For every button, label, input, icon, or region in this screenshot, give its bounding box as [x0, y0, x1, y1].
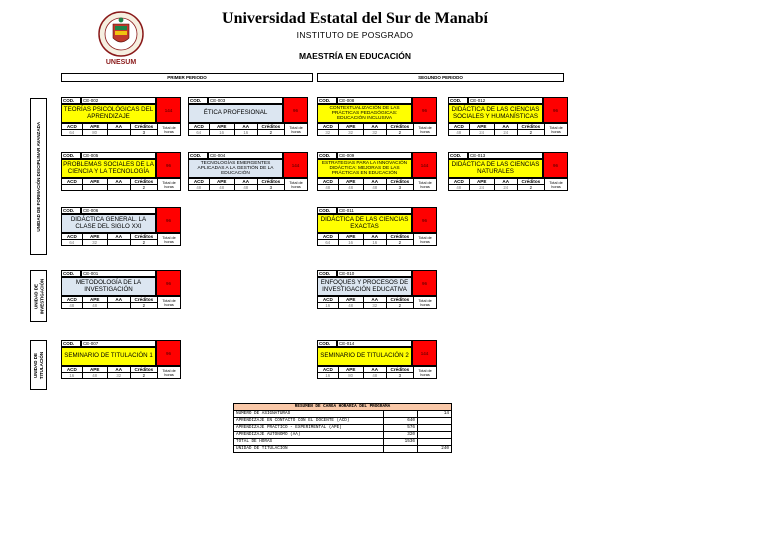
acd-value	[62, 185, 83, 191]
course-name: DIDÁCTICA DE LAS CIENCIAS SOCIALES Y HUMANÍSTICAS	[448, 104, 543, 123]
summary-extra	[418, 425, 452, 432]
summary-value: 1536	[384, 439, 418, 446]
total-hours-label: Total de horas	[158, 124, 181, 136]
course-name: TECNOLOGÍAS EMERGENTES APLICADAS A LA GESTIÓN DE LA EDUCACIÓN	[188, 159, 283, 178]
aa-header: AA	[107, 234, 130, 240]
total-hours-label: Total de horas	[158, 234, 181, 246]
summary-value	[384, 411, 418, 418]
course-code: CE-001	[81, 270, 156, 277]
acd-value: 48	[189, 185, 210, 191]
summary-extra: 14	[418, 411, 452, 418]
course-card	[317, 270, 437, 316]
ape-value: 48	[82, 303, 107, 309]
ape-header: APE	[82, 234, 107, 240]
aa-value	[107, 303, 130, 309]
ape-value: 24	[469, 130, 494, 136]
ape-header: APE	[338, 234, 363, 240]
course-card	[317, 97, 437, 143]
cod-label: COD.	[317, 97, 337, 104]
course-name: DIDÁCTICA DE LAS CIENCIAS NATURALES	[448, 159, 543, 178]
ape-header: APE	[82, 297, 107, 303]
course-total-hours: 96	[412, 207, 437, 233]
aa-value: 24	[494, 185, 517, 191]
ape-value	[82, 185, 107, 191]
ape-value: 32	[338, 130, 363, 136]
course-code: CE-012	[468, 97, 543, 104]
aa-header: AA	[107, 179, 130, 185]
aa-value: 48	[234, 185, 257, 191]
acd-value: 64	[318, 240, 339, 246]
unit-titulation-label: UNIDAD DE TITULACIÓN	[30, 340, 47, 390]
credits-value: 3	[386, 185, 413, 191]
credits-value: 2	[130, 240, 157, 246]
acd-value: 16	[318, 373, 339, 379]
course-name: DIDÁCTICA GENERAL. LA CLASE DEL SIGLO XXI	[61, 214, 156, 233]
total-hours-label: Total de horas	[545, 124, 568, 136]
ape-header: APE	[338, 124, 363, 130]
summary-label: APRENDIZAJE PRÁCTICO - EXPERIMENTAL (APE)	[234, 425, 384, 432]
ape-value: 48	[82, 373, 107, 379]
aa-header: AA	[363, 367, 386, 373]
cod-label: COD.	[61, 152, 81, 159]
course-total-hours: 96	[543, 152, 568, 178]
cod-label: COD.	[61, 207, 81, 214]
aa-value: 16	[234, 130, 257, 136]
course-card	[61, 152, 181, 198]
acd-value: 16	[62, 373, 83, 379]
course-total-hours: 144	[412, 340, 437, 366]
summary-label: UNIDAD DE TITULACIÓN	[234, 446, 384, 453]
course-card	[317, 152, 437, 198]
aa-header: AA	[234, 124, 257, 130]
aa-value	[107, 130, 130, 136]
total-hours-label: Total de horas	[285, 179, 308, 191]
ape-header: APE	[82, 124, 107, 130]
course-name: ESTRATEGIAS PARA LA INNOVACIÓN DIDÁCTICA: MEJORAS DE LAS PRÁCTICAS EN EDUCACIÓN	[317, 159, 412, 178]
cod-label: COD.	[317, 207, 337, 214]
course-name: CONTEXTUALIZACIÓN DE LAS PRÁCTICAS PEDAGÓGICAS: EDUCACIÓN INCLUSIVA	[317, 104, 412, 123]
acd-header: ACD	[62, 124, 83, 130]
course-card	[61, 270, 181, 316]
ape-value: 48	[338, 303, 363, 309]
credits-header: Créditos	[386, 234, 413, 240]
course-card	[61, 207, 181, 253]
summary-label: APRENDIZAJE EN CONTACTO CON EL DOCENTE (ACD)	[234, 418, 384, 425]
credits-header: Créditos	[257, 179, 284, 185]
course-name: ENFOQUES Y PROCESOS DE INVESTIGACIÓN EDUCATIVA	[317, 277, 412, 296]
aa-header: AA	[494, 179, 517, 185]
university-logo	[93, 10, 149, 68]
acd-header: ACD	[449, 179, 470, 185]
summary-row	[234, 418, 452, 425]
credits-header: Créditos	[386, 297, 413, 303]
ape-header: APE	[209, 179, 234, 185]
cod-label: COD.	[317, 340, 337, 347]
credits-value: 2	[517, 130, 544, 136]
acd-header: ACD	[318, 179, 339, 185]
logo-text: UNESUM	[105, 59, 137, 66]
ape-header: APE	[469, 124, 494, 130]
acd-header: ACD	[318, 297, 339, 303]
aa-value: 32	[363, 130, 386, 136]
total-hours-label: Total de horas	[414, 124, 437, 136]
acd-header: ACD	[318, 234, 339, 240]
total-hours-label: Total de horas	[545, 179, 568, 191]
cod-label: COD.	[61, 340, 81, 347]
ape-header: APE	[338, 367, 363, 373]
credits-value: 2	[386, 303, 413, 309]
course-card	[317, 340, 437, 386]
course-code: CE-005	[81, 152, 156, 159]
summary-value: 640	[384, 418, 418, 425]
credits-value: 2	[130, 303, 157, 309]
credits-header: Créditos	[386, 124, 413, 130]
acd-header: ACD	[62, 234, 83, 240]
acd-value: 64	[189, 130, 210, 136]
course-card	[61, 97, 181, 143]
credits-value: 3	[130, 130, 157, 136]
course-name: METODOLOGÍA DE LA INVESTIGACIÓN	[61, 277, 156, 296]
aa-value	[107, 185, 130, 191]
acd-value: 64	[62, 130, 83, 136]
cod-label: COD.	[317, 152, 337, 159]
total-hours-label: Total de horas	[158, 367, 181, 379]
acd-header: ACD	[189, 179, 210, 185]
course-total-hours: 96	[543, 97, 568, 123]
ape-header: APE	[338, 297, 363, 303]
course-name: TEORÍAS PSICOLÓGICAS DEL APRENDIZAJE	[61, 104, 156, 123]
aa-header: AA	[234, 179, 257, 185]
course-total-hours: 96	[283, 97, 308, 123]
course-code: CE-011	[337, 207, 412, 214]
course-code: CE-004	[208, 152, 283, 159]
ape-header: APE	[209, 124, 234, 130]
ape-header: APE	[338, 179, 363, 185]
aa-header: AA	[107, 124, 130, 130]
total-hours-label: Total de horas	[414, 234, 437, 246]
ape-header: APE	[82, 367, 107, 373]
ape-value: 80	[338, 373, 363, 379]
credits-value: 3	[386, 373, 413, 379]
acd-value: 32	[318, 130, 339, 136]
credits-value: 2	[257, 130, 284, 136]
first-period-header: PRIMER PERIODO	[61, 73, 313, 82]
summary-row	[234, 411, 452, 418]
course-card	[188, 97, 308, 143]
aa-value: 24	[494, 130, 517, 136]
aa-header: AA	[363, 234, 386, 240]
summary-label: NÚMERO DE ASIGNATURAS	[234, 411, 384, 418]
course-code: CE-013	[468, 152, 543, 159]
course-total-hours: 144	[412, 152, 437, 178]
aa-header: AA	[494, 124, 517, 130]
summary-label: APRENDIZAJE AUTÓNOMO (AA)	[234, 432, 384, 439]
ape-value: 16	[338, 240, 363, 246]
acd-value: 48	[449, 130, 470, 136]
credits-value: 3	[257, 185, 284, 191]
summary-extra	[418, 439, 452, 446]
acd-value: 48	[62, 303, 83, 309]
aa-value: 32	[107, 373, 130, 379]
credits-header: Créditos	[386, 179, 413, 185]
cod-label: COD.	[448, 97, 468, 104]
acd-value: 16	[318, 303, 339, 309]
cod-label: COD.	[448, 152, 468, 159]
course-total-hours: 144	[283, 152, 308, 178]
course-code: CE-014	[337, 340, 412, 347]
course-card	[448, 152, 568, 198]
second-period-header: SEGUNDO PERIODO	[317, 73, 564, 82]
acd-header: ACD	[62, 297, 83, 303]
acd-header: ACD	[449, 124, 470, 130]
ape-header: APE	[469, 179, 494, 185]
credits-header: Créditos	[257, 124, 284, 130]
aa-header: AA	[107, 297, 130, 303]
course-code: CE-008	[337, 97, 412, 104]
summary-extra: 240	[418, 446, 452, 453]
course-total-hours: 96	[156, 152, 181, 178]
summary-value: 576	[384, 425, 418, 432]
total-hours-label: Total de horas	[414, 367, 437, 379]
course-card	[448, 97, 568, 143]
cod-label: COD.	[61, 270, 81, 277]
acd-header: ACD	[189, 124, 210, 130]
course-code: CE-010	[337, 270, 412, 277]
credits-header: Créditos	[130, 234, 157, 240]
ape-value: 16	[209, 130, 234, 136]
summary-value	[384, 446, 418, 453]
course-total-hours: 144	[156, 97, 181, 123]
acd-header: ACD	[62, 367, 83, 373]
aa-header: AA	[363, 179, 386, 185]
acd-value: 48	[449, 185, 470, 191]
ape-value: 48	[338, 185, 363, 191]
summary-row	[234, 439, 452, 446]
summary-label: TOTAL DE HORAS	[234, 439, 384, 446]
total-hours-label: Total de horas	[414, 297, 437, 309]
credits-header: Créditos	[130, 367, 157, 373]
program-title: MAESTRÍA EN EDUCACIÓN	[298, 51, 412, 61]
course-card	[188, 152, 308, 198]
acd-header: ACD	[318, 124, 339, 130]
total-hours-label: Total de horas	[158, 179, 181, 191]
ape-value: 24	[469, 185, 494, 191]
aa-value	[107, 240, 130, 246]
credits-value: 2	[130, 185, 157, 191]
aa-value: 48	[363, 185, 386, 191]
total-hours-label: Total de horas	[414, 179, 437, 191]
course-card	[61, 340, 181, 386]
credits-value: 2	[130, 373, 157, 379]
course-code: CE-003	[208, 97, 283, 104]
course-name: DIDÁCTICA DE LAS CIENCIAS EXACTAS	[317, 214, 412, 233]
ape-value: 32	[82, 240, 107, 246]
unit-research-label: UNIDAD DE INVESTIGACIÓN	[30, 270, 47, 322]
course-code: CE-002	[81, 97, 156, 104]
credits-value: 2	[386, 240, 413, 246]
ape-header: APE	[82, 179, 107, 185]
acd-value: 64	[62, 240, 83, 246]
course-code: CE-007	[81, 340, 156, 347]
course-total-hours: 96	[156, 270, 181, 296]
credits-value: 2	[386, 130, 413, 136]
aa-value: 32	[363, 303, 386, 309]
credits-value: 2	[517, 185, 544, 191]
summary-row	[234, 432, 452, 439]
credits-header: Créditos	[130, 179, 157, 185]
aa-value: 16	[363, 240, 386, 246]
cod-label: COD.	[317, 270, 337, 277]
acd-header: ACD	[62, 179, 83, 185]
credits-header: Créditos	[130, 124, 157, 130]
summary-extra	[418, 432, 452, 439]
aa-value: 48	[363, 373, 386, 379]
course-name: SEMINARIO DE TITULACIÓN 1	[61, 347, 156, 366]
course-name: ÉTICA PROFESIONAL	[188, 104, 283, 123]
aa-header: AA	[107, 367, 130, 373]
summary-row	[234, 425, 452, 432]
total-hours-label: Total de horas	[285, 124, 308, 136]
cod-label: COD.	[188, 152, 208, 159]
course-total-hours: 96	[412, 97, 437, 123]
cod-label: COD.	[188, 97, 208, 104]
course-name: PROBLEMAS SOCIALES DE LA CIENCIA Y LA TECNOLOGÍA	[61, 159, 156, 178]
university-name: Universidad Estatal del Sur de Manabí	[222, 10, 488, 27]
ape-value: 80	[82, 130, 107, 136]
course-total-hours: 96	[412, 270, 437, 296]
course-total-hours: 96	[156, 207, 181, 233]
course-code: CE-006	[81, 207, 156, 214]
institute-name: INSTITUTO DE POSGRADO	[296, 30, 414, 40]
credits-header: Créditos	[130, 297, 157, 303]
summary-value: 320	[384, 432, 418, 439]
acd-header: ACD	[318, 367, 339, 373]
ape-value: 48	[209, 185, 234, 191]
credits-header: Créditos	[517, 179, 544, 185]
credits-header: Créditos	[517, 124, 544, 130]
unit-basic-label: UNIDAD DE FORMACIÓN DISCIPLINAR AVANZADA	[30, 98, 47, 255]
summary-row	[234, 446, 452, 453]
course-card	[317, 207, 437, 253]
summary-extra	[418, 418, 452, 425]
credits-header: Créditos	[386, 367, 413, 373]
course-name: SEMINARIO DE TITULACIÓN 2	[317, 347, 412, 366]
summary-title: RESUMEN DE CARGA HORARIA DEL PROGRAMA	[234, 404, 452, 411]
course-code: CE-009	[337, 152, 412, 159]
course-total-hours: 96	[156, 340, 181, 366]
aa-header: AA	[363, 124, 386, 130]
acd-value: 48	[318, 185, 339, 191]
aa-header: AA	[363, 297, 386, 303]
cod-label: COD.	[61, 97, 81, 104]
summary-table	[233, 403, 451, 453]
total-hours-label: Total de horas	[158, 297, 181, 309]
